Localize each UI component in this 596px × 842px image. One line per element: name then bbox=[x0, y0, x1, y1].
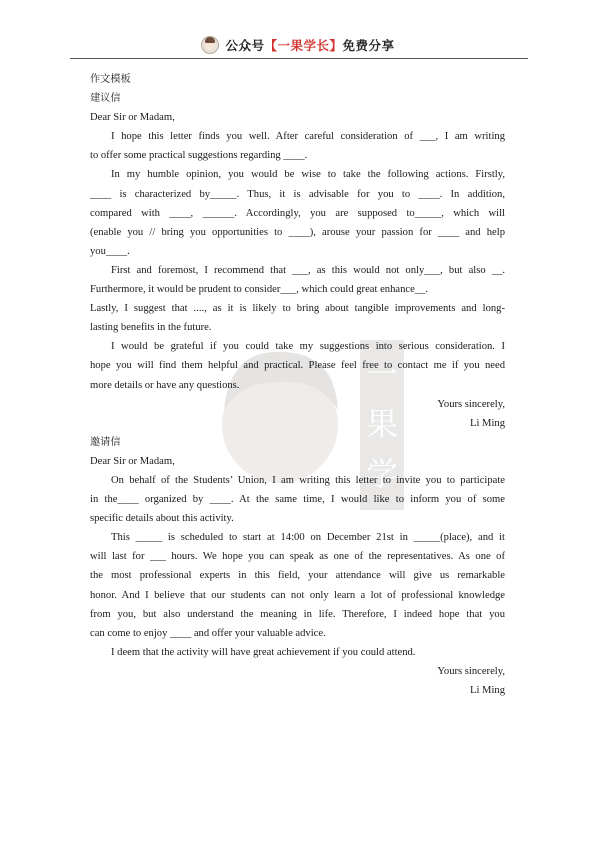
suggestion-line: I hope this letter finds you well. After careful consideration of ___, I am writing bbox=[111, 131, 505, 143]
invitation-title: 邀请信 bbox=[90, 436, 121, 448]
suggestion-line: First and foremost, I recommend that ___, as this would not only___, but also __. bbox=[111, 264, 505, 276]
suggestion-line: In my humble opinion, you would be wise to take the following actions. Firstly, bbox=[111, 169, 505, 181]
invitation-line: specific details about this activity. bbox=[90, 513, 234, 525]
suggestion-line: lasting benefits in the future. bbox=[90, 322, 212, 334]
watermark-char-2: 果 bbox=[365, 405, 399, 443]
suggestion-line: (enable you // bring you opportunities to ____), arouse your passion for ____ and help bbox=[90, 226, 505, 238]
suggestion-line: to offer some practical suggestions regarding ____. bbox=[90, 150, 308, 162]
suggestion-line: Lastly, I suggest that ...., as it is likely to bring about tangible improvements and long- bbox=[90, 303, 505, 315]
suggestion-line: you____. bbox=[90, 245, 130, 257]
suggestion-line: more details or have any questions. bbox=[90, 379, 240, 391]
invitation-line: This _____ is scheduled to start at 14:00 on December 21st in _____(place), and it bbox=[111, 532, 505, 544]
suggestion-line: ____ is characterized by_____. Thus, it is advisable for you to ____. In addition, bbox=[90, 188, 505, 200]
invitation-line: the most professional experts in this field, your attendance will give us remarkable bbox=[90, 570, 505, 582]
section-title: 作文模板 bbox=[90, 74, 131, 85]
suggestion-greeting: Dear Sir or Madam, bbox=[90, 112, 175, 124]
brand-suffix: 免费分享 bbox=[342, 38, 395, 53]
brand-bracket-close: 】 bbox=[329, 38, 343, 53]
invitation-closing: Yours sincerely, bbox=[437, 665, 505, 677]
watermark-char-3: 学 bbox=[365, 455, 399, 493]
suggestion-line: hope you will find them helpful and practical. Please feel free to contact me if you need bbox=[90, 360, 505, 372]
invitation-line: honor. And I believe that our students can not only learn a lot of professional knowledge bbox=[90, 589, 505, 601]
suggestion-closing: Yours sincerely, bbox=[437, 398, 505, 410]
invitation-line: On behalf of the Students’ Union, I am writing this letter to invite you to participate bbox=[111, 474, 505, 486]
invitation-line: from you, but also understand the meaning in life. Therefore, I indeed hope that you bbox=[90, 608, 505, 620]
avatar-icon bbox=[201, 36, 219, 54]
invitation-line: will last for ___ hours. We hope you can speak as one of the representatives. As one of bbox=[90, 551, 505, 563]
document-body bbox=[90, 70, 505, 700]
invitation-greeting: Dear Sir or Madam, bbox=[90, 455, 175, 467]
invitation-signature: Li Ming bbox=[469, 685, 505, 696]
suggestion-line: Furthermore, it would be prudent to consider___, which could great enhance__. bbox=[90, 284, 429, 296]
invitation-line: in the____ organized by ____. At the same time, I would like to inform you of some bbox=[90, 494, 505, 506]
brand-bracket-open: 【 bbox=[264, 38, 278, 53]
header-divider bbox=[70, 58, 528, 59]
invitation-line: can come to enjoy ____ and offer your valuable advice. bbox=[90, 627, 326, 639]
suggestion-line: compared with ____, ______. Accordingly, you are supposed to_____, which will bbox=[90, 207, 505, 219]
brand-prefix: 公众号 bbox=[225, 38, 265, 53]
suggestion-line: I would be grateful if you could take my suggestions into serious consideration. I bbox=[111, 341, 505, 353]
header-brand bbox=[225, 36, 394, 54]
suggestion-signature: Li Ming bbox=[469, 417, 505, 429]
page-header bbox=[0, 34, 596, 56]
invitation-line: I deem that the activity will have great achievement if you could attend. bbox=[111, 646, 416, 658]
brand-name: 一果学长 bbox=[277, 38, 330, 53]
watermark-char-1: 一 bbox=[365, 355, 399, 393]
suggestion-title: 建议信 bbox=[90, 93, 121, 105]
